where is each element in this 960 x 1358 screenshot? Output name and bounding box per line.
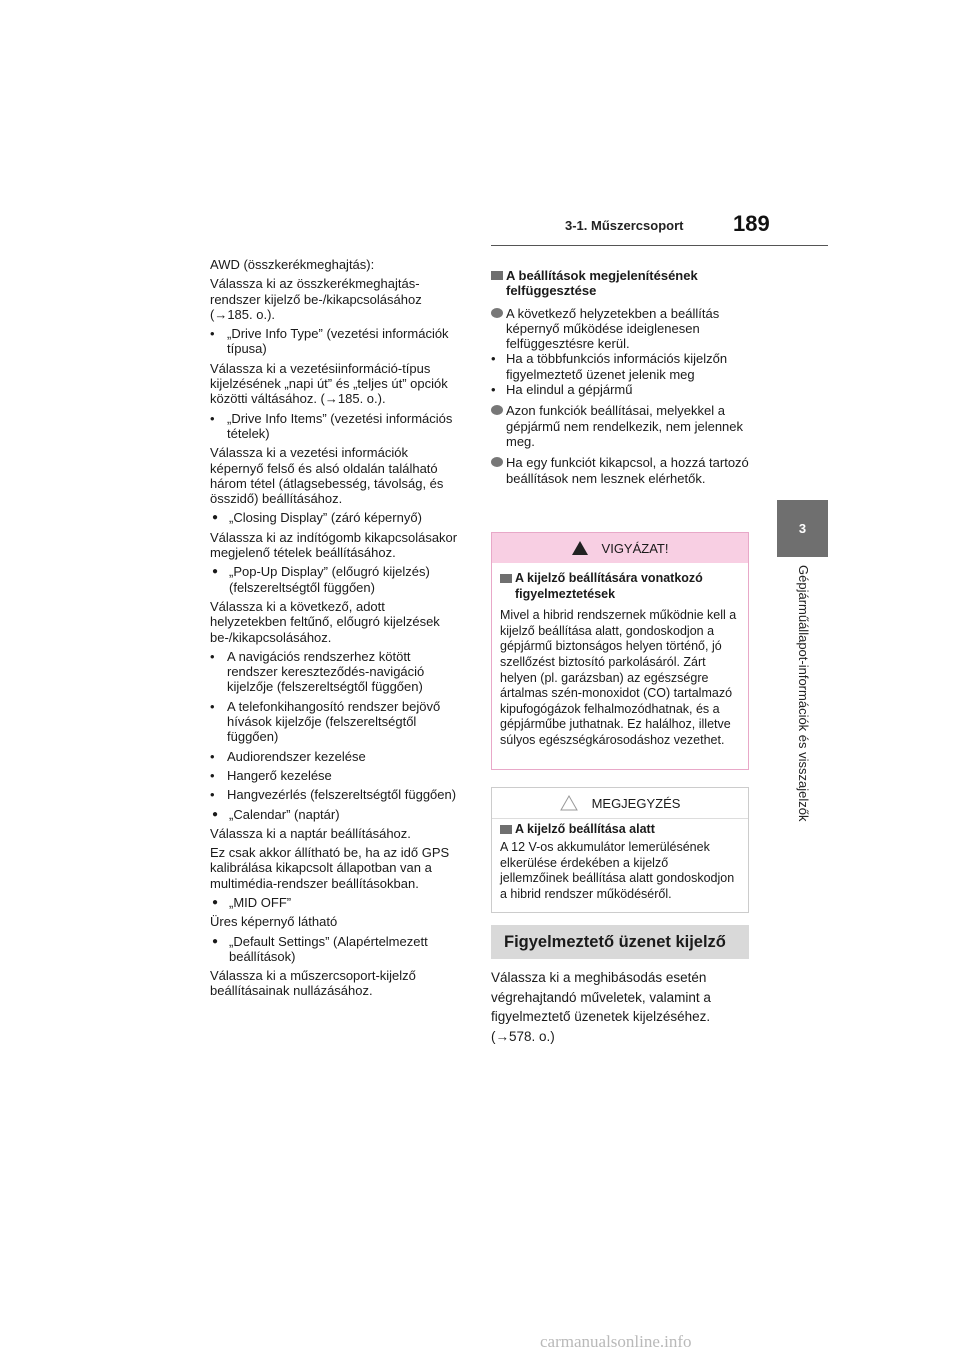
body-paragraph: Válassza ki a vezetési információk képernyő felső és alsó oldalán található három tétel (átlagsebesség, távolság, és összidő) beállításához. [210,445,444,507]
menu-option-item [210,934,464,965]
caution-header [492,533,748,563]
note-text: A 12 V-os akkumulátor lemerülésének elkerülése érdekében a kijelző jellemzőinek beállítása alatt gondoskodjon a hibrid rendszer működéséről. [500,840,735,901]
caution-text: Mivel a hibrid rendszernek működnie kell a kijelző beállítása alatt, gondoskodjon a gépjármű biztonságos helyen történő, jó szellőzést biztosító parkolásáról. Zárt helyen (pl. garázsban) az egészségre ártalmas szén-monoxidot (CO) tartalmazó kipufogógázok felhalmozódhatnak, és a gépjárműbe juthatnak. Ez halálhoz, illetve súlyos egészségkárosodáshoz vezethet. [500,608,737,747]
chapter-tab: 3 [777,500,828,557]
caution-heading [500,571,740,602]
note-box [491,787,749,913]
list-item-text: Hangerő kezelése [227,767,332,783]
header-rule [491,245,828,246]
body-paragraph: Ez csak akkor állítható be, ha az idő GPS kalibrálása kikapcsolt állapotban van a multimédia-rendszer beállításokban. [210,845,450,891]
chapter-title-wrap [783,565,819,885]
body-paragraph: Válassza ki az összkerékmeghajtás-rendszer kijelző be-/kikapcsolásához (→185. o.). [210,276,422,322]
bullet-mark: • [210,648,215,664]
bullet-mark: • [210,698,215,714]
list-item-text: „Drive Info Type” (vezetési információk típusa) [227,326,449,357]
page-number: 189 [733,211,770,236]
menu-option-item [210,510,464,525]
bullet-mark: • [210,767,215,783]
filled-dot-icon: ● [212,935,219,947]
note-heading [500,822,740,837]
menu-option-item [210,895,464,910]
square-bullet-icon [500,574,512,583]
sub-list-item [210,749,464,764]
filled-dot-icon: ● [212,566,219,578]
menu-option-item [210,807,464,822]
bullet-mark: • [210,326,215,342]
circle-bullet-icon [491,405,503,415]
filled-dot-icon: ● [212,896,219,908]
body-paragraph: Válassza ki a következő, adott helyzetekben feltűnő, előugró kijelzések be-/kikapcsolásához. [210,598,440,645]
info-sub-item [491,351,750,382]
info-sub-item-text: Ha a többfunkciós információs kijelzőn figyelmeztető üzenet jelenik meg [506,351,728,382]
sub-list-item [210,787,464,802]
caution-heading-text: A kijelző beállítására vonatkozó figyelmeztetések [515,571,703,601]
watermark: carmanualsonline.info [540,1332,692,1351]
sub-list-item [210,699,464,745]
settings-heading-text: A beállítások megjelenítésének felfüggesztése [506,268,698,299]
list-item-text: A telefonkihangosító rendszer bejövő hívások kijelzője (felszereltségtől függően) [227,698,441,745]
bullet-mark: • [491,382,496,398]
section-paragraph: Válassza ki a meghibásodás esetén végrehajtandó műveletek, valamint a figyelmeztető üzenetek kijelzéséhez. (→578. o.) [491,970,711,1044]
info-item-2 [491,403,750,449]
list-item-text: „Pop-Up Display” (előugró kijelzés) (felszereltségtől függően) [229,564,430,595]
square-bullet-icon [491,271,503,280]
section-reference: 3-1. Műszercsoport [565,218,684,233]
chapter-title: Gépjárműállapot-információk és visszajelzők [796,565,811,822]
list-item-text: Audiorendszer kezelése [227,748,366,764]
sub-list-item [210,649,464,695]
list-item-text: „Drive Info Items” (vezetési információs tételek) [227,410,453,441]
info-item-1-text: A következő helyzetekben a beállítás képernyő működése ideiglenesen felfüggesztésre kerül. [506,305,720,352]
filled-dot-icon: ● [212,512,219,524]
list-item-text: „Calendar” (naptár) [229,806,340,822]
bullet-mark: • [210,787,215,803]
caution-title: VIGYÁZAT! [601,540,669,556]
list-item-text: A navigációs rendszerhez kötött rendszer kereszteződés-navigáció kijelzője (felszereltségtől függően) [227,648,425,695]
note-body [492,819,748,902]
warning-triangle-icon [572,541,588,555]
warning-triangle-outline-icon [560,795,578,811]
section-text [491,968,749,1046]
caution-box [491,532,749,770]
body-paragraph: Válassza ki a vezetésiinformáció-típus kijelzésének „napi út” és „teljes út” opciók közötti váltásához. (→185. o.). [210,360,448,407]
section-banner: Figyelmeztető üzenet kijelző [491,925,749,959]
right-column [491,268,750,492]
caution-body [492,563,748,749]
info-item-3-text: Ha egy funkciót kikapcsol, a hozzá tartozó beállítások nem lesznek elérhetők. [506,455,749,486]
square-bullet-icon [500,825,512,834]
info-sub-item-text: Ha elindul a gépjármű [506,382,633,398]
bullet-mark: • [491,351,496,367]
circle-bullet-icon [491,457,503,467]
left-column [210,257,464,1003]
list-item-text: Hangvezérlés (felszereltségtől függően) [227,787,457,803]
note-heading-text: A kijelző beállítása alatt [515,822,655,836]
circle-bullet-icon [491,308,503,318]
filled-dot-icon: ● [212,808,219,820]
info-item-1 [491,306,750,352]
sub-list-item [210,326,464,357]
body-paragraph: AWD (összkerékmeghajtás): [210,257,375,272]
bullet-mark: • [210,748,215,764]
body-paragraph: Válassza ki a műszercsoport-kijelző beállításainak nullázásához. [210,968,416,999]
info-sub-item [491,382,750,397]
note-header [492,788,748,819]
list-item-text: „Closing Display” (záró képernyő) [229,510,422,526]
sub-list-item [210,768,464,783]
body-paragraph: Válassza ki a naptár beállításához. [210,825,411,841]
list-item-text: „Default Settings” (Alapértelmezett beállítások) [229,933,428,964]
info-item-2-text: Azon funkciók beállításai, melyekkel a gépjármű nem rendelkezik, nem jelennek meg. [506,403,744,449]
menu-option-item [210,564,464,595]
list-item-text: „MID OFF” [229,894,292,910]
settings-heading [491,268,750,299]
body-paragraph: Üres képernyő látható [210,914,338,930]
note-title: MEGJEGYZÉS [591,795,681,811]
info-item-3 [491,455,750,486]
sub-list-item [210,411,464,442]
bullet-mark: • [210,410,215,426]
body-paragraph: Válassza ki az indítógomb kikapcsolásakor megjelenő tételek beállításához. [210,529,458,561]
